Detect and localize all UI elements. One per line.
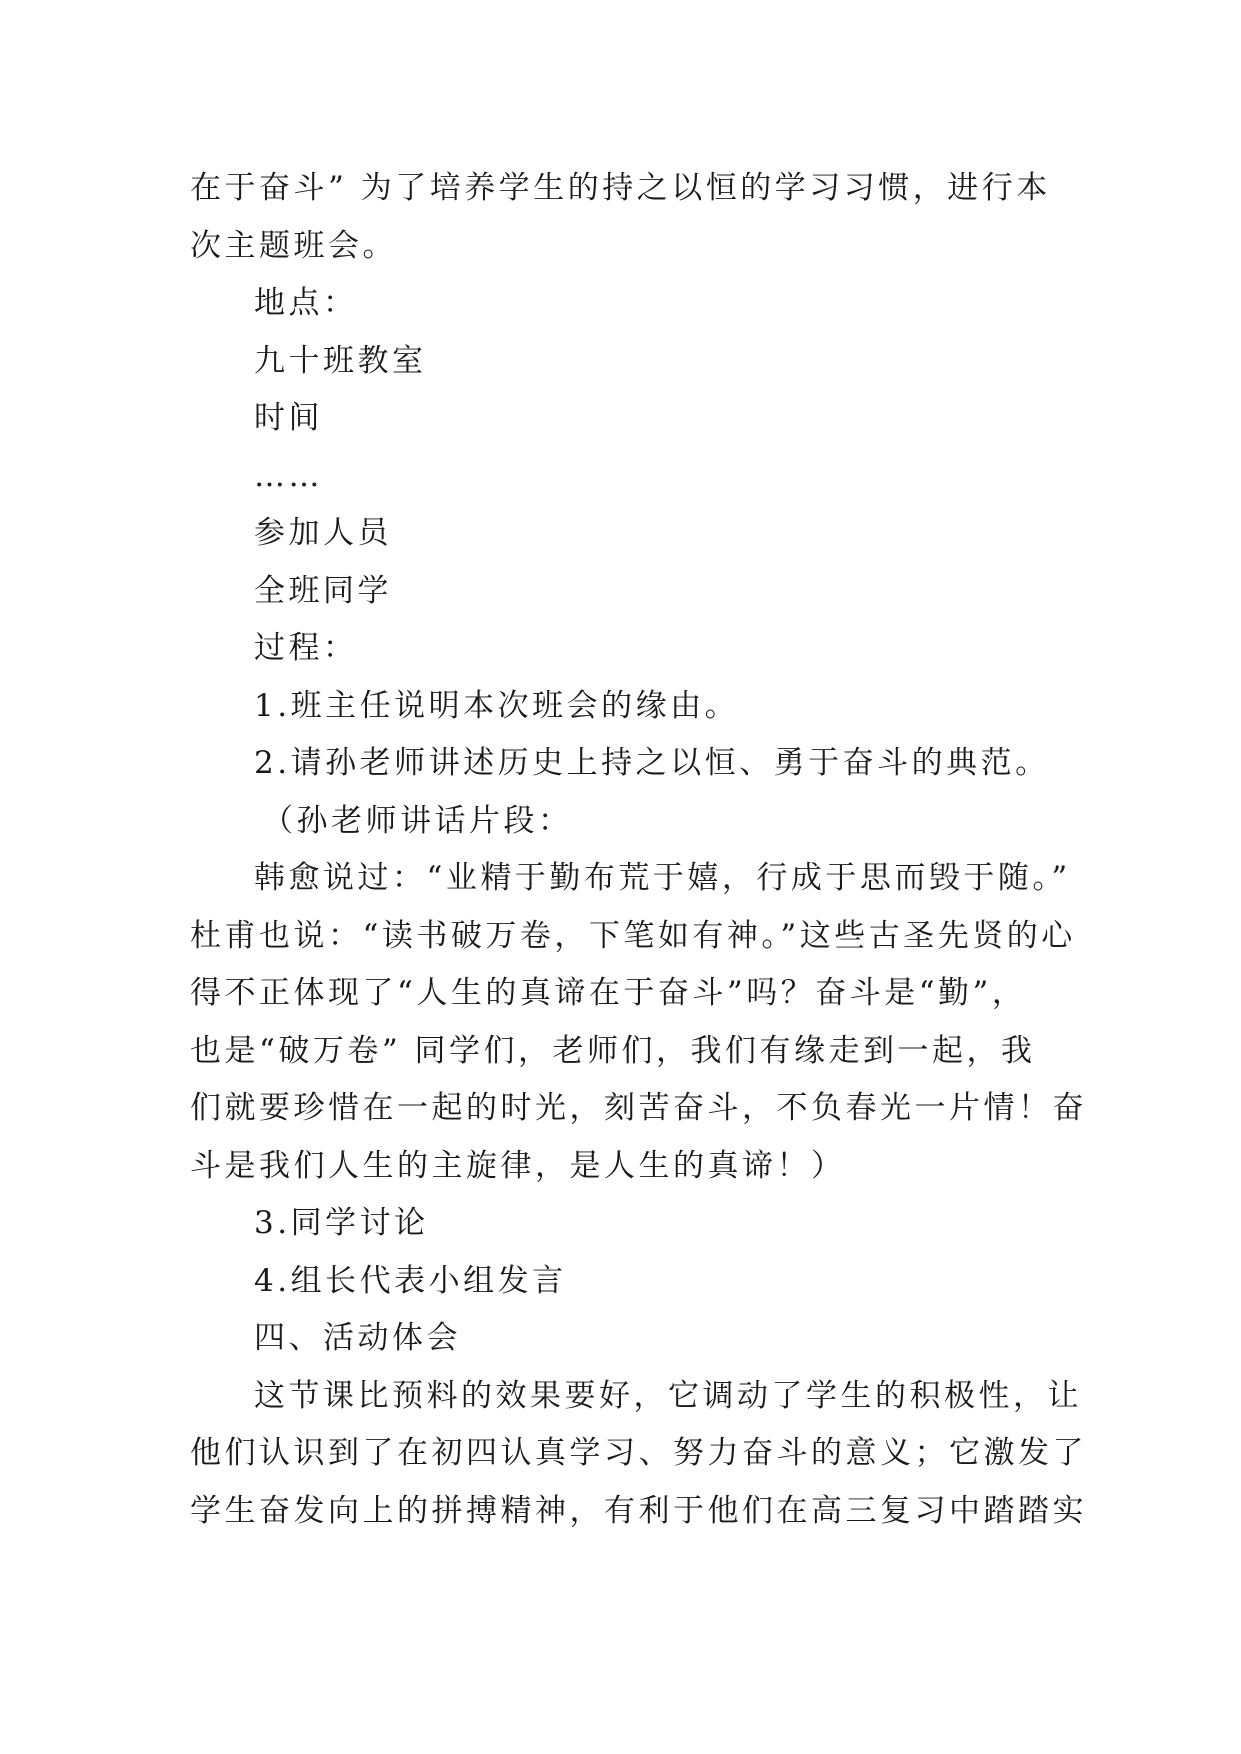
paragraph-line: 在于奋斗” 为了培养学生的持之以恒的学习习惯，进行本 (190, 170, 1051, 206)
value-time: …… (254, 457, 323, 494)
process-step-3: 3.同学讨论 (254, 1205, 429, 1241)
speech-line: 也是“破万卷” 同学们，老师们，我们有缘走到一起，我 (190, 1032, 1036, 1069)
value-location: 九十班教室 (254, 342, 427, 379)
value-participants: 全班同学 (254, 572, 392, 609)
speech-line: 杜甫也说：“读书破万卷，下笔如有神。”这些古圣先贤的心 (190, 917, 1076, 954)
section-heading: 四、活动体会 (254, 1320, 461, 1356)
paragraph-line: 次主题班会。 (190, 227, 397, 264)
label-participants: 参加人员 (254, 515, 392, 551)
reflection-line: 他们认识到了在初四认真学习、努力奋斗的意义；它激发了 (190, 1435, 1087, 1471)
label-process: 过程： (254, 630, 358, 666)
reflection-line: 学生奋发向上的拼搏精神，有利于他们在高三复习中踏踏实 (190, 1492, 1087, 1529)
process-step-1: 1.班主任说明本次班会的缘由。 (254, 687, 740, 724)
speech-line: 韩愈说过：“业精于勤布荒于嬉，行成于思而毁于随。” (254, 860, 1071, 896)
speech-intro: （孙老师讲话片段： (262, 802, 573, 839)
reflection-line: 这节课比预料的效果要好，它调动了学生的积极性，让 (254, 1377, 1082, 1414)
process-step-2: 2.请孙老师讲述历史上持之以恒、勇于奋斗的典范。 (254, 745, 1050, 781)
speech-line: 得不正体现了“人生的真谛在于奋斗”吗？奋斗是“勤”， (190, 975, 1027, 1011)
label-time: 时间 (254, 400, 323, 436)
speech-line: 们就要珍惜在一起的时光，刻苦奋斗，不负春光一片情！奋 (190, 1090, 1087, 1126)
label-location: 地点： (254, 285, 358, 321)
document-body (190, 160, 1087, 1540)
process-step-4: 4.组长代表小组发言 (254, 1262, 567, 1299)
speech-line: 斗是我们人生的主旋律，是人生的真谛！） (190, 1147, 846, 1184)
